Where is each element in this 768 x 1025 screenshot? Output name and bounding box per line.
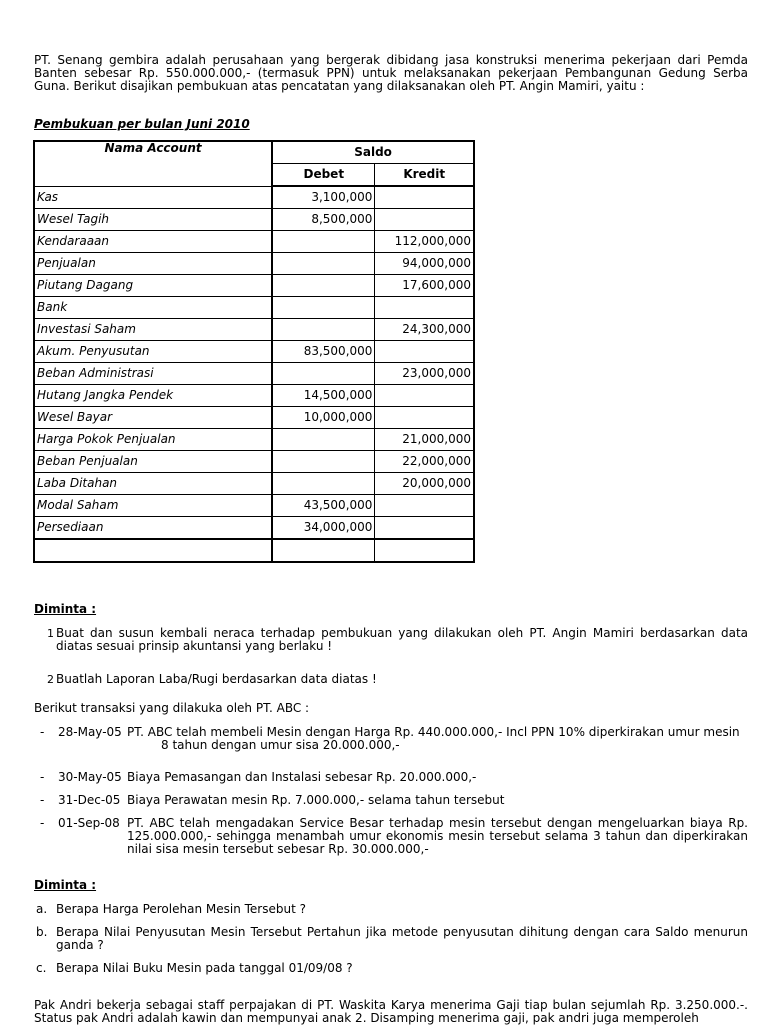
kredit-value [375,209,474,231]
item-text: Berapa Nilai Buku Mesin pada tanggal 01/09/08 ? [56,961,353,975]
diminta-item-1 [34,627,748,653]
kredit-value [375,385,474,407]
table-row [34,319,474,341]
table-row [34,209,474,231]
kredit-value: 22,000,000 [375,451,474,473]
closing-paragraph: Pak Andri bekerja sebagai staff perpajakan di PT. Waskita Karya menerima Gaji tiap bulan sejumlah Rp. 3.250.000.-. Status pak Andri adalah kawin dan mempunyai anak 2. Disamping menerima gaji, pak andri juga memperoleh [34,998,748,1025]
table-row [34,495,474,517]
kredit-value [375,407,474,429]
account-name [34,539,272,562]
account-name: Piutang Dagang [34,275,272,297]
transaksi-intro: Berikut transaksi yang dilakuka oleh PT. ABC : [34,701,310,715]
debet-value: 43,500,000 [272,495,375,517]
transaksi-item [34,771,748,784]
account-name: Kendaraaan [34,231,272,253]
question-item-b [34,926,748,952]
transaksi-item [34,726,748,752]
account-name: Wesel Tagih [34,209,272,231]
account-name: Beban Penjualan [34,451,272,473]
diminta-heading-2: Diminta : [34,878,97,892]
header-kredit: Kredit [375,164,474,187]
debet-value: 10,000,000 [272,407,375,429]
header-saldo: Saldo [272,141,474,164]
kredit-value [375,495,474,517]
question-item-a [34,903,748,916]
diminta-heading-1: Diminta : [34,602,97,616]
dash-bullet: - [40,793,45,807]
debet-value [272,319,375,341]
debet-value [272,429,375,451]
item-text: Berapa Harga Perolehan Mesin Tersebut ? [56,902,306,916]
transaksi-date: 31-Dec-05 [58,793,121,807]
header-nama-account: Nama Account [34,141,272,186]
debet-value: 83,500,000 [272,341,375,363]
table-row [34,275,474,297]
table-row [34,473,474,495]
debet-value: 8,500,000 [272,209,375,231]
account-name: Beban Administrasi [34,363,272,385]
kredit-value [375,186,474,209]
item-letter: b. [36,925,48,939]
account-name: Harga Pokok Penjualan [34,429,272,451]
table-row [34,385,474,407]
account-name: Penjualan [34,253,272,275]
kredit-value [375,341,474,363]
question-item-c [34,962,748,975]
account-table-body [34,186,474,562]
item-text: Berapa Nilai Penyusutan Mesin Tersebut Pertahun jika metode penyusutan dihitung dengan cara Saldo menurun ganda ? [56,925,748,952]
kredit-value [375,539,474,562]
debet-value [272,473,375,495]
transaksi-date: 30-May-05 [58,770,122,784]
debet-value: 14,500,000 [272,385,375,407]
item-letter: a. [36,902,48,916]
table-row [34,363,474,385]
table-row [34,517,474,540]
table-row [34,407,474,429]
debet-value [272,253,375,275]
kredit-value: 23,000,000 [375,363,474,385]
account-name: Kas [34,186,272,209]
table-row [34,231,474,253]
table-row [34,451,474,473]
table-title: Pembukuan per bulan Juni 2010 [34,117,250,131]
debet-value [272,363,375,385]
dash-bullet: - [40,725,45,739]
debet-value: 34,000,000 [272,517,375,540]
table-row [34,429,474,451]
item-letter: c. [36,961,47,975]
debet-value [272,297,375,319]
item-text: Buatlah Laporan Laba/Rugi berdasarkan data diatas ! [56,672,377,686]
transaksi-item [34,817,748,856]
account-name: Bank [34,297,272,319]
header-debet: Debet [272,164,375,187]
kredit-value: 112,000,000 [375,231,474,253]
kredit-value: 94,000,000 [375,253,474,275]
debet-value: 3,100,000 [272,186,375,209]
debet-value [272,451,375,473]
kredit-value: 20,000,000 [375,473,474,495]
diminta-item-2 [34,673,748,686]
debet-value [272,231,375,253]
account-name: Investasi Saham [34,319,272,341]
table-row [34,253,474,275]
transaksi-text: PT. ABC telah membeli Mesin dengan Harga Rp. 440.000.000,- Incl PPN 10% diperkirakan umur mesin 8 tahun dengan umur sisa 20.000.000,- [127,725,740,752]
dash-bullet: - [40,770,45,784]
transaksi-text: PT. ABC telah mengadakan Service Besar terhadap mesin tersebut dengan mengeluarkan biaya Rp. 125.000.000,- sehingga menambah umur ekonomis mesin tersebut selama 3 tahun dan diperkirakan nilai sisa mesin tersebut sebesar Rp. 30.000.000,- [127,816,748,856]
item-number: 2 [47,673,54,686]
kredit-value: 24,300,000 [375,319,474,341]
account-name: Wesel Bayar [34,407,272,429]
table-row [34,539,474,562]
kredit-value: 21,000,000 [375,429,474,451]
transaksi-text: Biaya Perawatan mesin Rp. 7.000.000,- selama tahun tersebut [127,793,505,807]
debet-value [272,539,375,562]
account-name: Laba Ditahan [34,473,272,495]
account-name: Modal Saham [34,495,272,517]
item-number: 1 [47,627,54,640]
transaksi-item [34,794,748,807]
intro-paragraph: PT. Senang gembira adalah perusahaan yang bergerak dibidang jasa konstruksi menerima pekerjaan dari Pemda Banten sebesar Rp. 550.000.000,- (termasuk PPN) untuk melaksanakan pekerjaan Pembangunan Gedung Serba Guna. Berikut disajikan pembukuan atas pencatatan yang dilaksanakan oleh PT. Angin Mamiri, yaitu : [34,53,748,93]
table-row [34,186,474,209]
kredit-value [375,517,474,540]
transaksi-text: Biaya Pemasangan dan Instalasi sebesar Rp. 20.000.000,- [127,770,477,784]
table-row [34,341,474,363]
account-name: Akum. Penyusutan [34,341,272,363]
dash-bullet: - [40,816,45,830]
table-row [34,297,474,319]
account-table [33,140,475,563]
kredit-value [375,297,474,319]
account-name: Hutang Jangka Pendek [34,385,272,407]
kredit-value: 17,600,000 [375,275,474,297]
debet-value [272,275,375,297]
item-text: Buat dan susun kembali neraca terhadap pembukuan yang dilakukan oleh PT. Angin Mamiri berdasarkan data diatas sesuai prinsip akuntansi yang berlaku ! [56,626,748,653]
transaksi-date: 28-May-05 [58,725,122,739]
transaksi-date: 01-Sep-08 [58,816,120,830]
account-name: Persediaan [34,517,272,540]
